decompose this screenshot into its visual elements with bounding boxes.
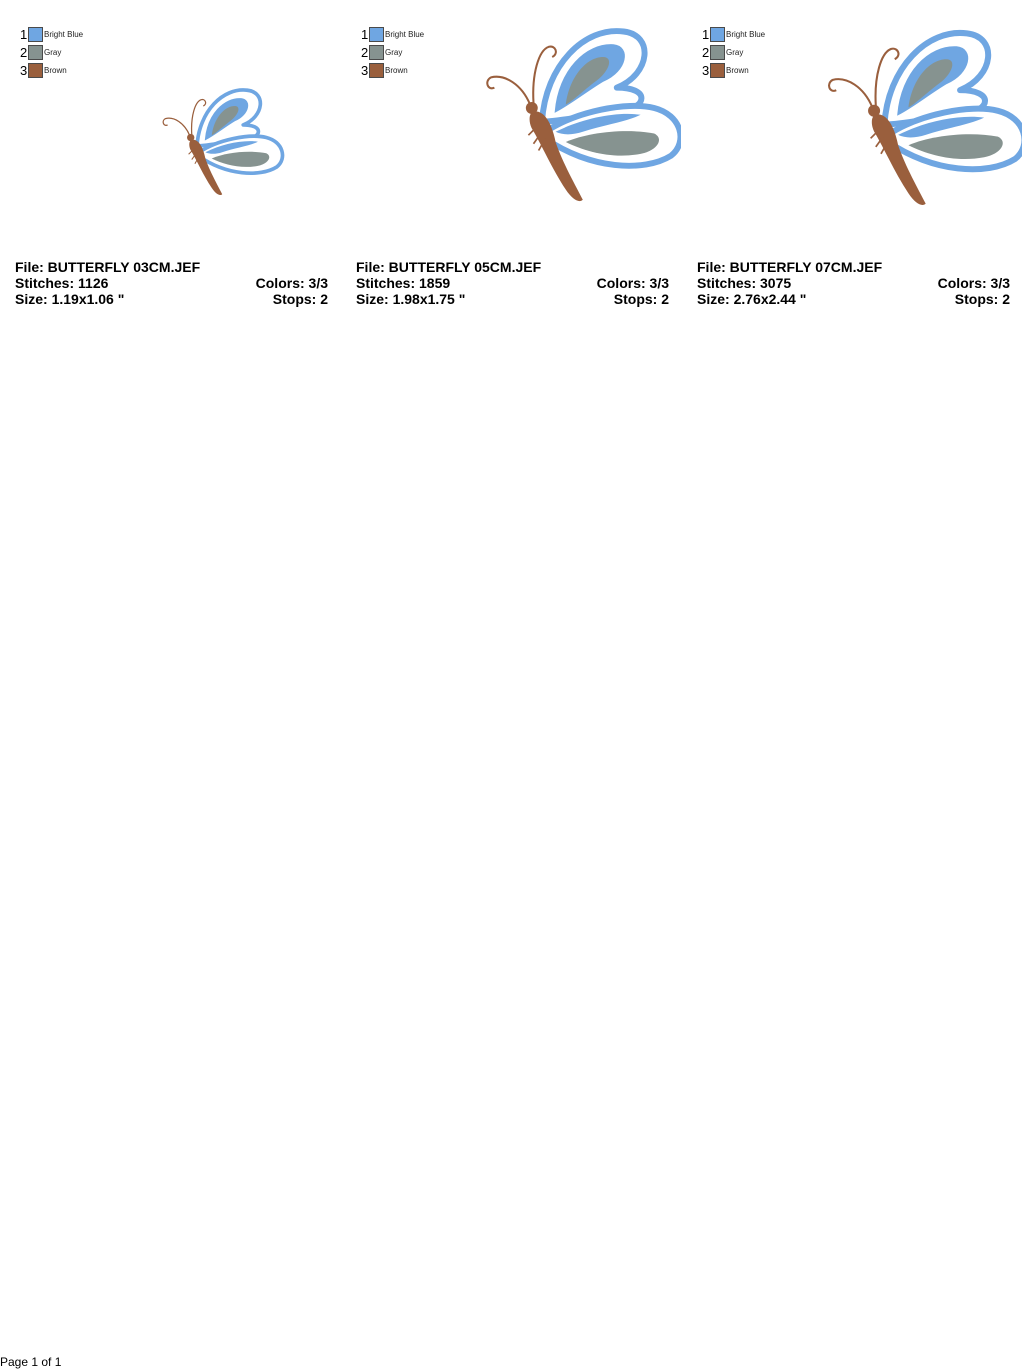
page-number: Page 1 of 1 [0,1355,62,1369]
stop-count: Stops: 2 [954,291,1010,307]
design-info [356,259,669,307]
legend-number: 1 [361,27,369,42]
design-size: Size: 2.76x2.44 " [697,291,807,307]
legend-color-name: Bright Blue [726,30,766,39]
design-info [15,259,328,307]
legend-color-name: Gray [726,48,744,57]
file-name: File: BUTTERFLY 05CM.JEF [356,259,542,275]
legend-number: 3 [702,63,710,78]
color-count: Colors: 3/3 [255,275,328,291]
legend-number: 3 [20,63,28,78]
legend-number: 1 [702,27,710,42]
file-name: File: BUTTERFLY 03CM.JEF [15,259,201,275]
design-info [697,259,1010,307]
design-card-1 [0,0,340,320]
legend-number: 1 [20,27,28,42]
stitch-count: Stitches: 1859 [356,275,451,291]
color-count: Colors: 3/3 [596,275,669,291]
butterfly-embroidery-image [0,0,340,240]
legend-color-name: Gray [44,48,62,57]
stop-count: Stops: 2 [613,291,669,307]
legend-color-name: Gray [385,48,403,57]
butterfly-embroidery-image [341,0,681,240]
legend-number: 3 [361,63,369,78]
legend-color-name: Bright Blue [385,30,425,39]
stop-count: Stops: 2 [272,291,328,307]
design-size: Size: 1.19x1.06 " [15,291,125,307]
color-count: Colors: 3/3 [937,275,1010,291]
legend-color-name: Brown [385,66,408,75]
legend-color-name: Bright Blue [44,30,84,39]
stitch-count: Stitches: 3075 [697,275,792,291]
legend-color-name: Brown [44,66,67,75]
legend-number: 2 [361,45,369,60]
design-card-2 [341,0,681,320]
design-card-3 [682,0,1022,320]
legend-number: 2 [20,45,28,60]
stitch-count: Stitches: 1126 [15,275,109,291]
legend-color-name: Brown [726,66,749,75]
design-size: Size: 1.98x1.75 " [356,291,466,307]
file-name: File: BUTTERFLY 07CM.JEF [697,259,883,275]
butterfly-embroidery-image [682,0,1022,240]
legend-number: 2 [702,45,710,60]
